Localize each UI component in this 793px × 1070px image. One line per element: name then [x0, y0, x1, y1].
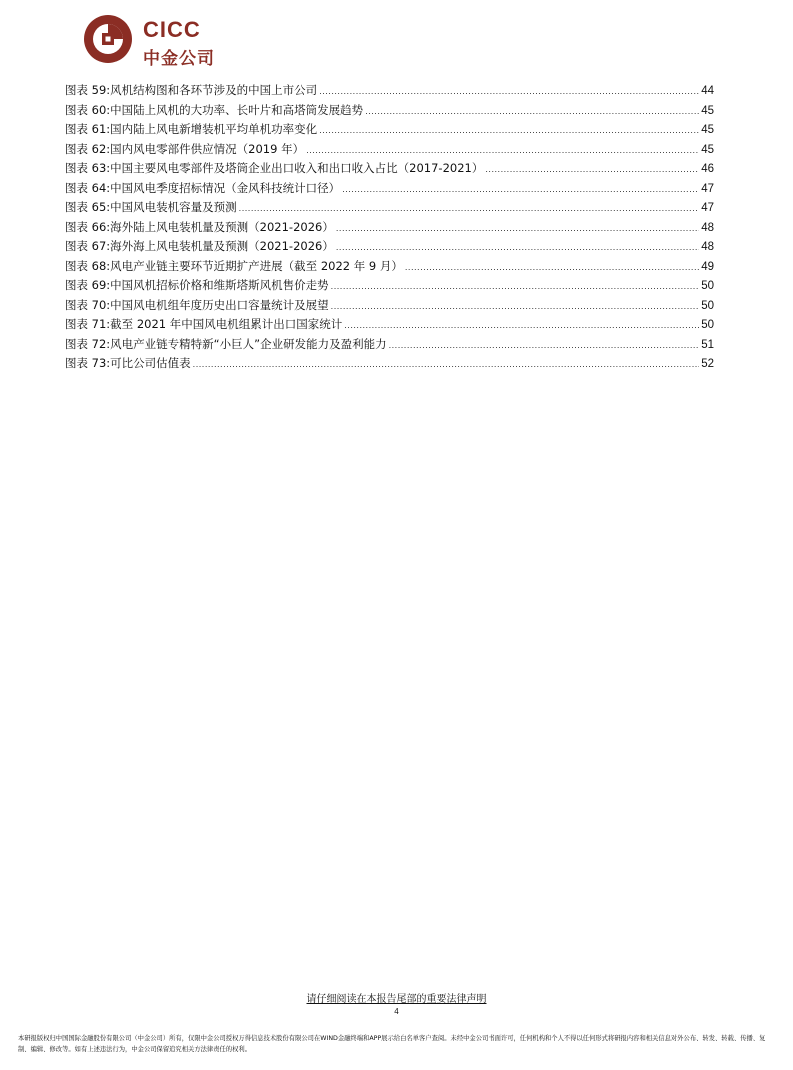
legal-notice-link[interactable]: 请仔细阅读在本报告尾部的重要法律声明 [306, 994, 487, 1005]
toc-page-number: 45 [701, 143, 714, 156]
toc-figure-title: 中国风电装机容量及预测 [110, 200, 237, 214]
toc-entry[interactable] [65, 120, 714, 140]
toc-figure-title: 国内陆上风电新增装机平均单机功率变化 [110, 122, 318, 136]
logo-text-cn: 中金公司 [143, 49, 215, 69]
cicc-logo [83, 14, 233, 69]
toc-page-number: 48 [701, 241, 714, 253]
figure-index-list [65, 81, 714, 374]
toc-dot-leader [331, 297, 700, 317]
toc-figure-title: 中国风电季度招标情况（金风科技统计口径） [110, 180, 341, 195]
toc-figure-title: 海外海上风电装机量及预测（2021-2026） [110, 239, 334, 253]
toc-page-number: 49 [701, 260, 714, 273]
toc-entry[interactable] [65, 354, 714, 374]
toc-figure-title: 风机结构图和各环节涉及的中国上市公司 [110, 83, 318, 97]
toc-dot-leader [306, 141, 699, 161]
toc-figure-title: 国内风电零部件供应情况（2019 年） [110, 141, 305, 156]
toc-figure-label: 图表 71: [65, 317, 111, 331]
toc-entry[interactable] [65, 159, 714, 179]
toc-figure-label: 图表 59: [65, 83, 111, 97]
toc-page-number: 52 [701, 358, 714, 370]
toc-page-number: 51 [701, 338, 714, 351]
toc-figure-label: 图表 61: [65, 122, 111, 136]
toc-figure-title: 中国风机招标价格和维斯塔斯风机售价走势 [110, 278, 329, 292]
toc-dot-leader [485, 160, 699, 180]
toc-dot-leader [389, 336, 700, 356]
toc-figure-label: 图表 73: [65, 356, 111, 370]
toc-figure-title: 中国陆上风机的大功率、长叶片和高塔筒发展趋势 [110, 102, 364, 117]
toc-entry[interactable] [65, 276, 714, 296]
toc-figure-label: 图表 72: [65, 336, 111, 351]
toc-figure-label: 图表 67: [65, 239, 111, 253]
toc-figure-title: 截至 2021 年中国风电机组累计出口国家统计 [110, 317, 343, 331]
toc-figure-label: 图表 68: [65, 258, 111, 273]
toc-entry[interactable] [65, 179, 714, 199]
toc-page-number: 50 [701, 299, 714, 312]
toc-page-number: 47 [701, 182, 714, 195]
toc-dot-leader [342, 180, 699, 200]
copyright-notice: 本研报版权归中国国际金融股份有限公司（中金公司）所有，仅限中金公司授权万得信息技术股份有限公司在WIND金融终端和APP展示给白名单客户查阅。未经中金公司书面许可，任何机构和个人不得以任何形式将研报内容和相关信息对外公布、转发、转载、传播、复制、编辑、修改等。如有上述违法行为，中金公司保留追究相关方法律责任的权利。 [18, 1035, 766, 1053]
toc-page-number: 50 [701, 319, 714, 331]
toc-dot-leader [193, 355, 700, 375]
toc-dot-leader [405, 258, 699, 278]
toc-page-number: 45 [701, 124, 714, 136]
toc-figure-title: 风电产业链主要环节近期扩产进展（截至 2022 年 9 月） [110, 258, 403, 273]
toc-figure-title: 风电产业链专精特新“小巨人”企业研发能力及盈利能力 [110, 336, 387, 351]
toc-page-number: 47 [701, 202, 714, 214]
toc-page-number: 50 [701, 280, 714, 292]
logo-text-en: CICC [143, 17, 201, 42]
toc-entry[interactable] [65, 140, 714, 160]
toc-figure-label: 图表 70: [65, 297, 111, 312]
toc-dot-leader [365, 102, 699, 122]
toc-figure-label: 图表 62: [65, 141, 111, 156]
toc-dot-leader [319, 121, 699, 141]
toc-figure-label: 图表 66: [65, 219, 111, 234]
toc-entry[interactable] [65, 296, 714, 316]
toc-dot-leader [239, 199, 700, 219]
toc-figure-title: 海外陆上风电装机量及预测（2021-2026） [110, 219, 334, 234]
toc-figure-label: 图表 65: [65, 200, 111, 214]
toc-figure-label: 图表 60: [65, 102, 111, 117]
toc-dot-leader [336, 238, 699, 258]
toc-figure-title: 可比公司估值表 [110, 356, 191, 370]
toc-figure-title: 中国主要风电零部件及塔筒企业出口收入和出口收入占比（2017-2021） [110, 161, 484, 175]
cicc-coin-logo-icon [83, 14, 133, 64]
toc-dot-leader [344, 316, 699, 336]
toc-figure-label: 图表 64: [65, 180, 111, 195]
toc-page-number: 45 [701, 104, 714, 117]
toc-page-number: 48 [701, 221, 714, 234]
toc-entry[interactable] [65, 315, 714, 335]
toc-dot-leader [319, 82, 699, 102]
toc-figure-title: 中国风电机组年度历史出口容量统计及展望 [110, 297, 329, 312]
toc-entry[interactable] [65, 237, 714, 257]
toc-page-number: 46 [701, 163, 714, 175]
toc-entry[interactable] [65, 257, 714, 277]
toc-figure-label: 图表 63: [65, 161, 111, 175]
page-number: 4 [394, 1007, 399, 1016]
toc-entry[interactable] [65, 198, 714, 218]
toc-figure-label: 图表 69: [65, 278, 111, 292]
toc-page-number: 44 [701, 85, 714, 97]
toc-entry[interactable] [65, 335, 714, 355]
toc-dot-leader [336, 219, 699, 239]
toc-entry[interactable] [65, 218, 714, 238]
toc-entry[interactable] [65, 101, 714, 121]
toc-dot-leader [331, 277, 700, 297]
toc-entry[interactable] [65, 81, 714, 101]
